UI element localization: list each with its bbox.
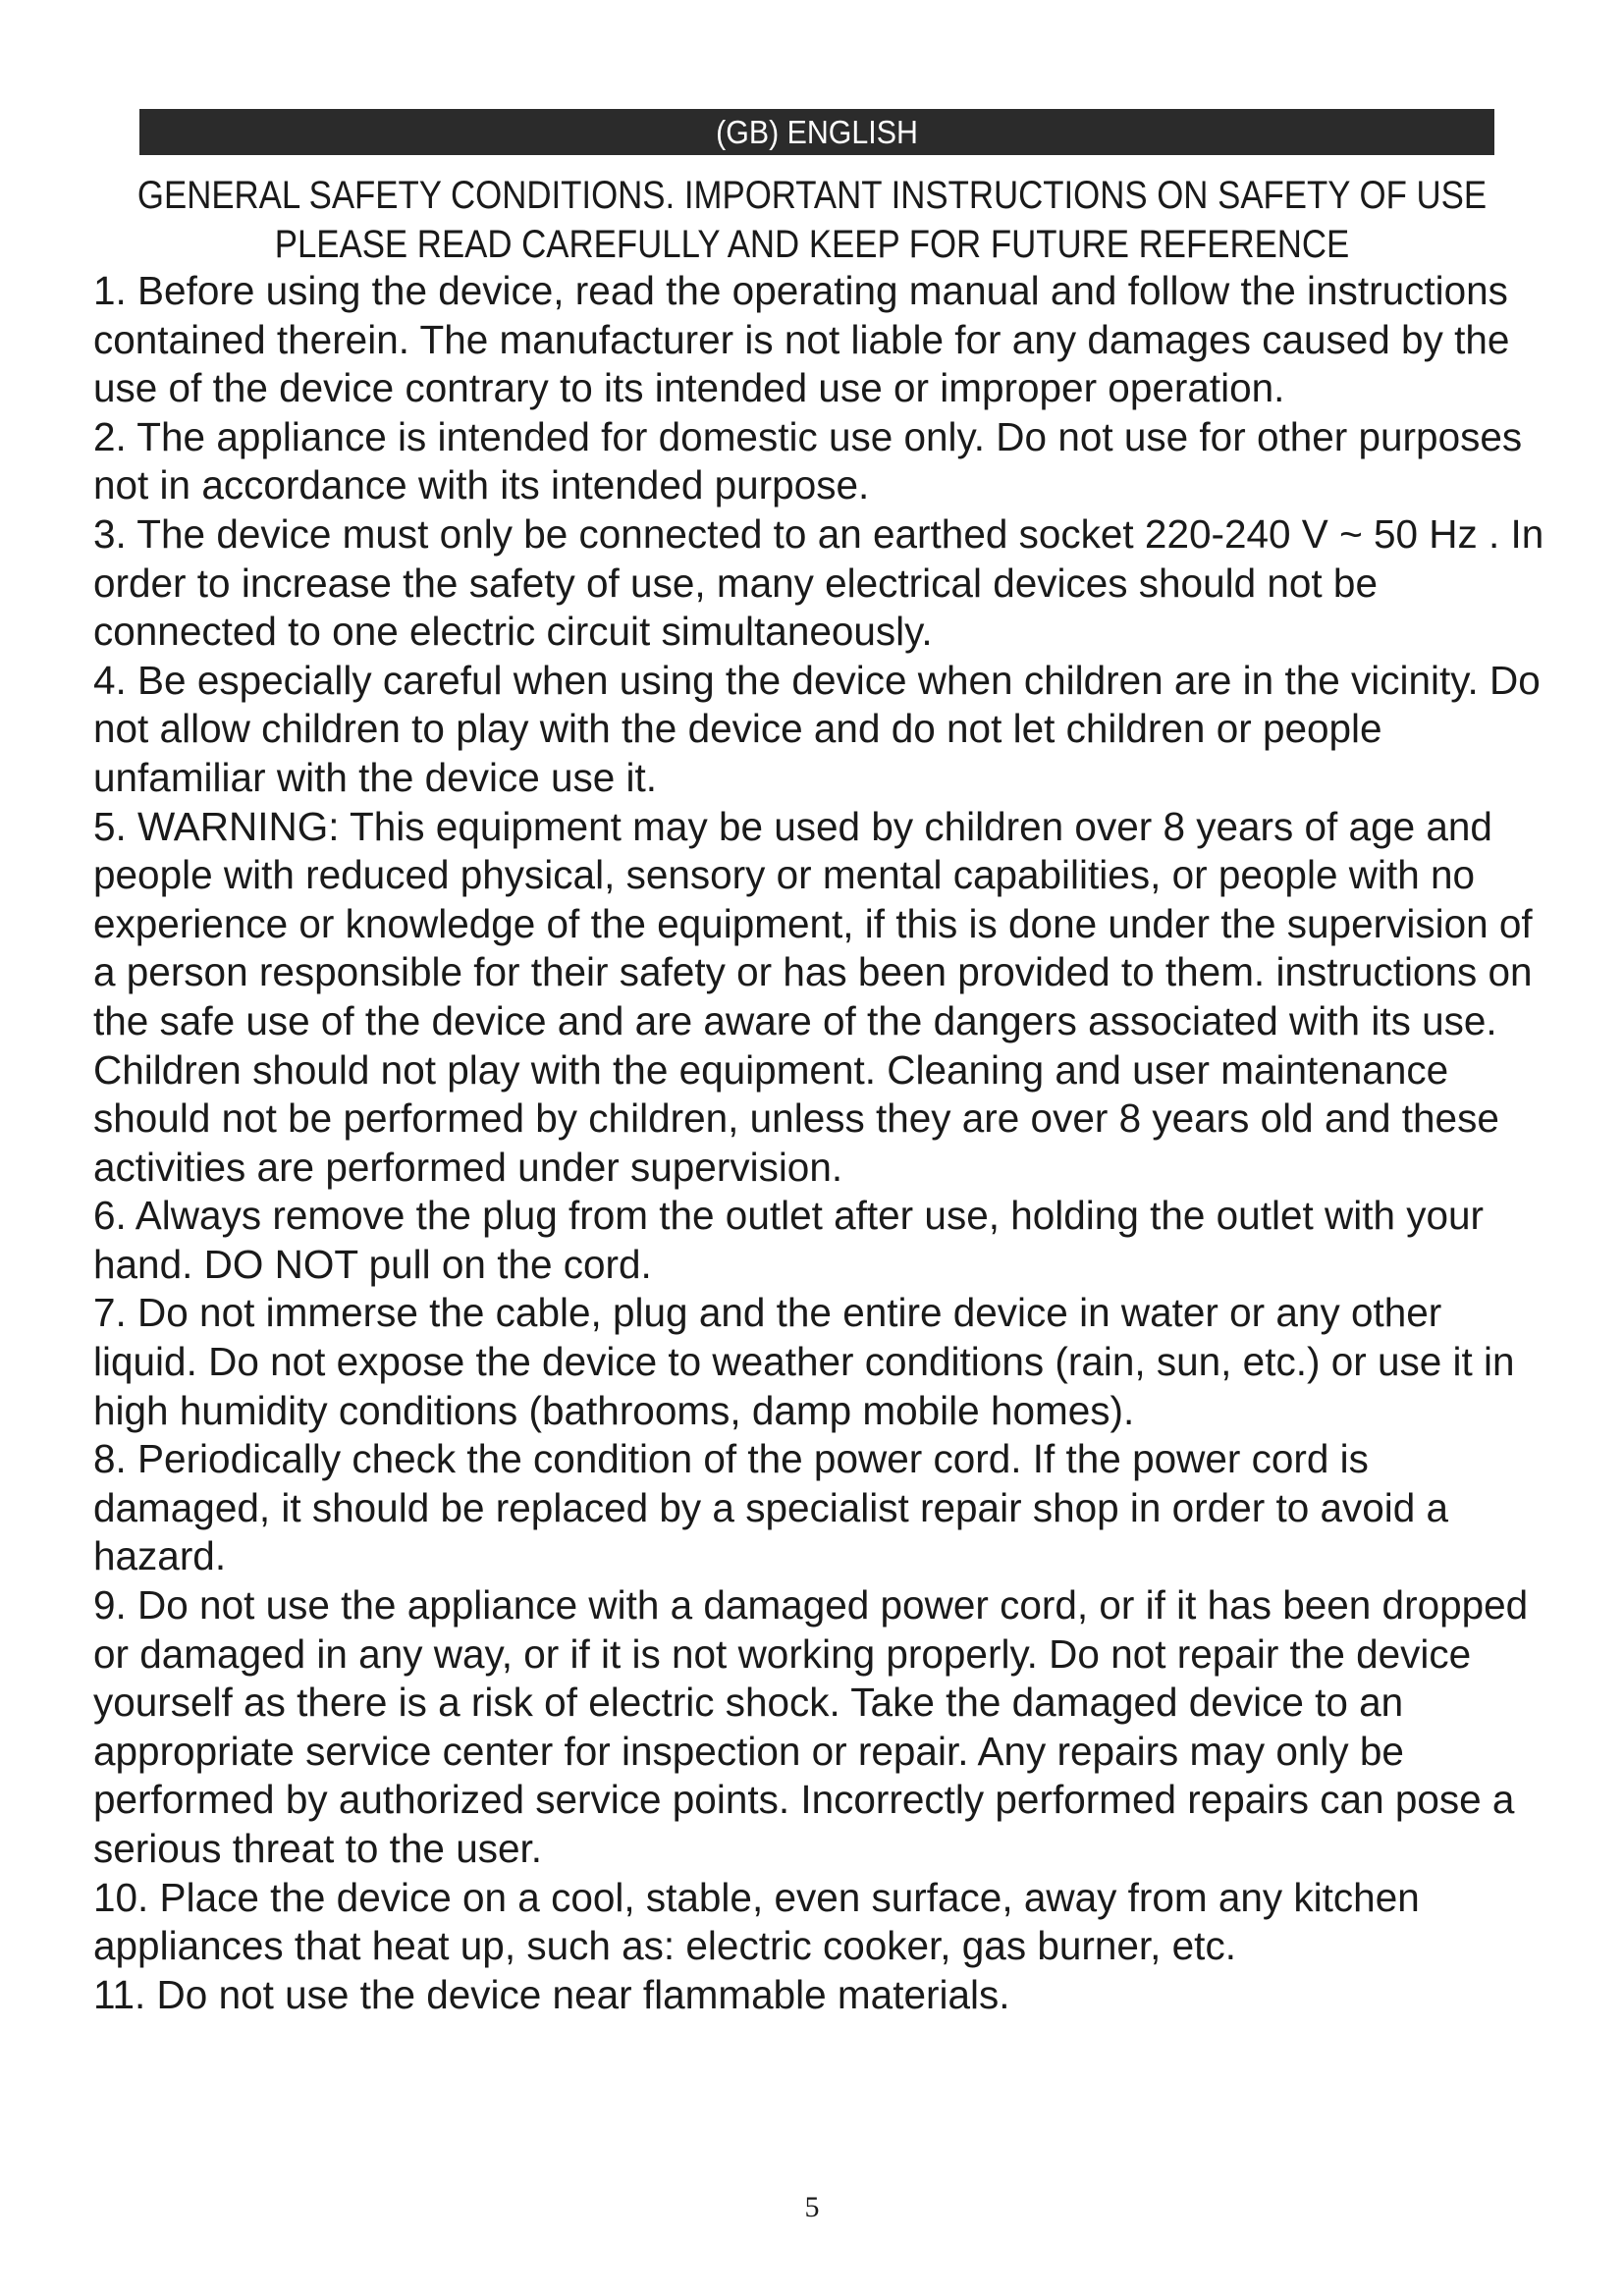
instruction-item: 5. WARNING: This equipment may be used by children over 8 years of age and people with reduced physical, sensory or mental capabilities, or people with no experience or knowledge of the equipment, if this is done under the supervision of a person responsible for their safety or has been provided to them. instructions on the safe use of the device and are aware of the dangers associated with its use. Children should not play with the equipment. Cleaning and user maintenance should not be performed by children, unless they are over 8 years old and these activities are performed under supervision.: [93, 803, 1533, 1190]
instruction-item: 3. The device must only be connected to an earthed socket 220-240 V ~ 50 Hz . In order to increase the safety of use, many electrical devices should not be connected to one electric circuit simultaneously.: [93, 510, 1544, 655]
instruction-item: 7. Do not immerse the cable, plug and the entire device in water or any other liquid. Do not expose the device to weather conditions (rain, sun, etc.) or use it in high humidity conditions (bathrooms, damp mobile homes).: [93, 1290, 1515, 1433]
instruction-item: 11. Do not use the device near flammable materials.: [93, 1971, 1010, 2017]
page-number: 5: [804, 2191, 820, 2223]
instructions-list: [93, 267, 1546, 2019]
instruction-item: 1. Before using the device, read the operating manual and follow the instructions contained therein. The manufacturer is not liable for any damages caused by the use of the device contrary to its intended use or improper operation.: [93, 268, 1510, 411]
instruction-item: 2. The appliance is intended for domestic use only. Do not use for other purposes not in accordance with its intended purpose.: [93, 413, 1523, 508]
instruction-item: 4. Be especially careful when using the device when children are in the vicinity. Do not allow children to play with the device and do not let children or people unfamiliar with the device use it.: [93, 657, 1541, 800]
safety-subtitle: PLEASE READ CAREFULLY AND KEEP FOR FUTURE REFERENCE: [274, 223, 1350, 266]
language-header-bar: (GB) ENGLISH: [139, 109, 1494, 155]
instruction-item: 6. Always remove the plug from the outlet after use, holding the outlet with your hand. DO NOT pull on the cord.: [93, 1193, 1485, 1287]
instruction-item: 8. Periodically check the condition of the power cord. If the power cord is damaged, it should be replaced by a specialist repair shop in order to avoid a hazard.: [93, 1436, 1449, 1579]
safety-title: GENERAL SAFETY CONDITIONS. IMPORTANT INSTRUCTIONS ON SAFETY OF USE: [136, 174, 1488, 217]
instruction-item: 10. Place the device on a cool, stable, even surface, away from any kitchen appliances that heat up, such as: electric cooker, gas burner, etc.: [93, 1874, 1420, 1969]
instruction-item: 9. Do not use the appliance with a damaged power cord, or if it has been dropped or damaged in any way, or if it is not working properly. Do not repair the device yourself as there is a risk of electric shock. Take the damaged device to an appropriate service center for inspection or repair. Any repairs may only be performed by authorized service points. Incorrectly performed repairs can pose a serious threat to the user.: [93, 1582, 1529, 1871]
